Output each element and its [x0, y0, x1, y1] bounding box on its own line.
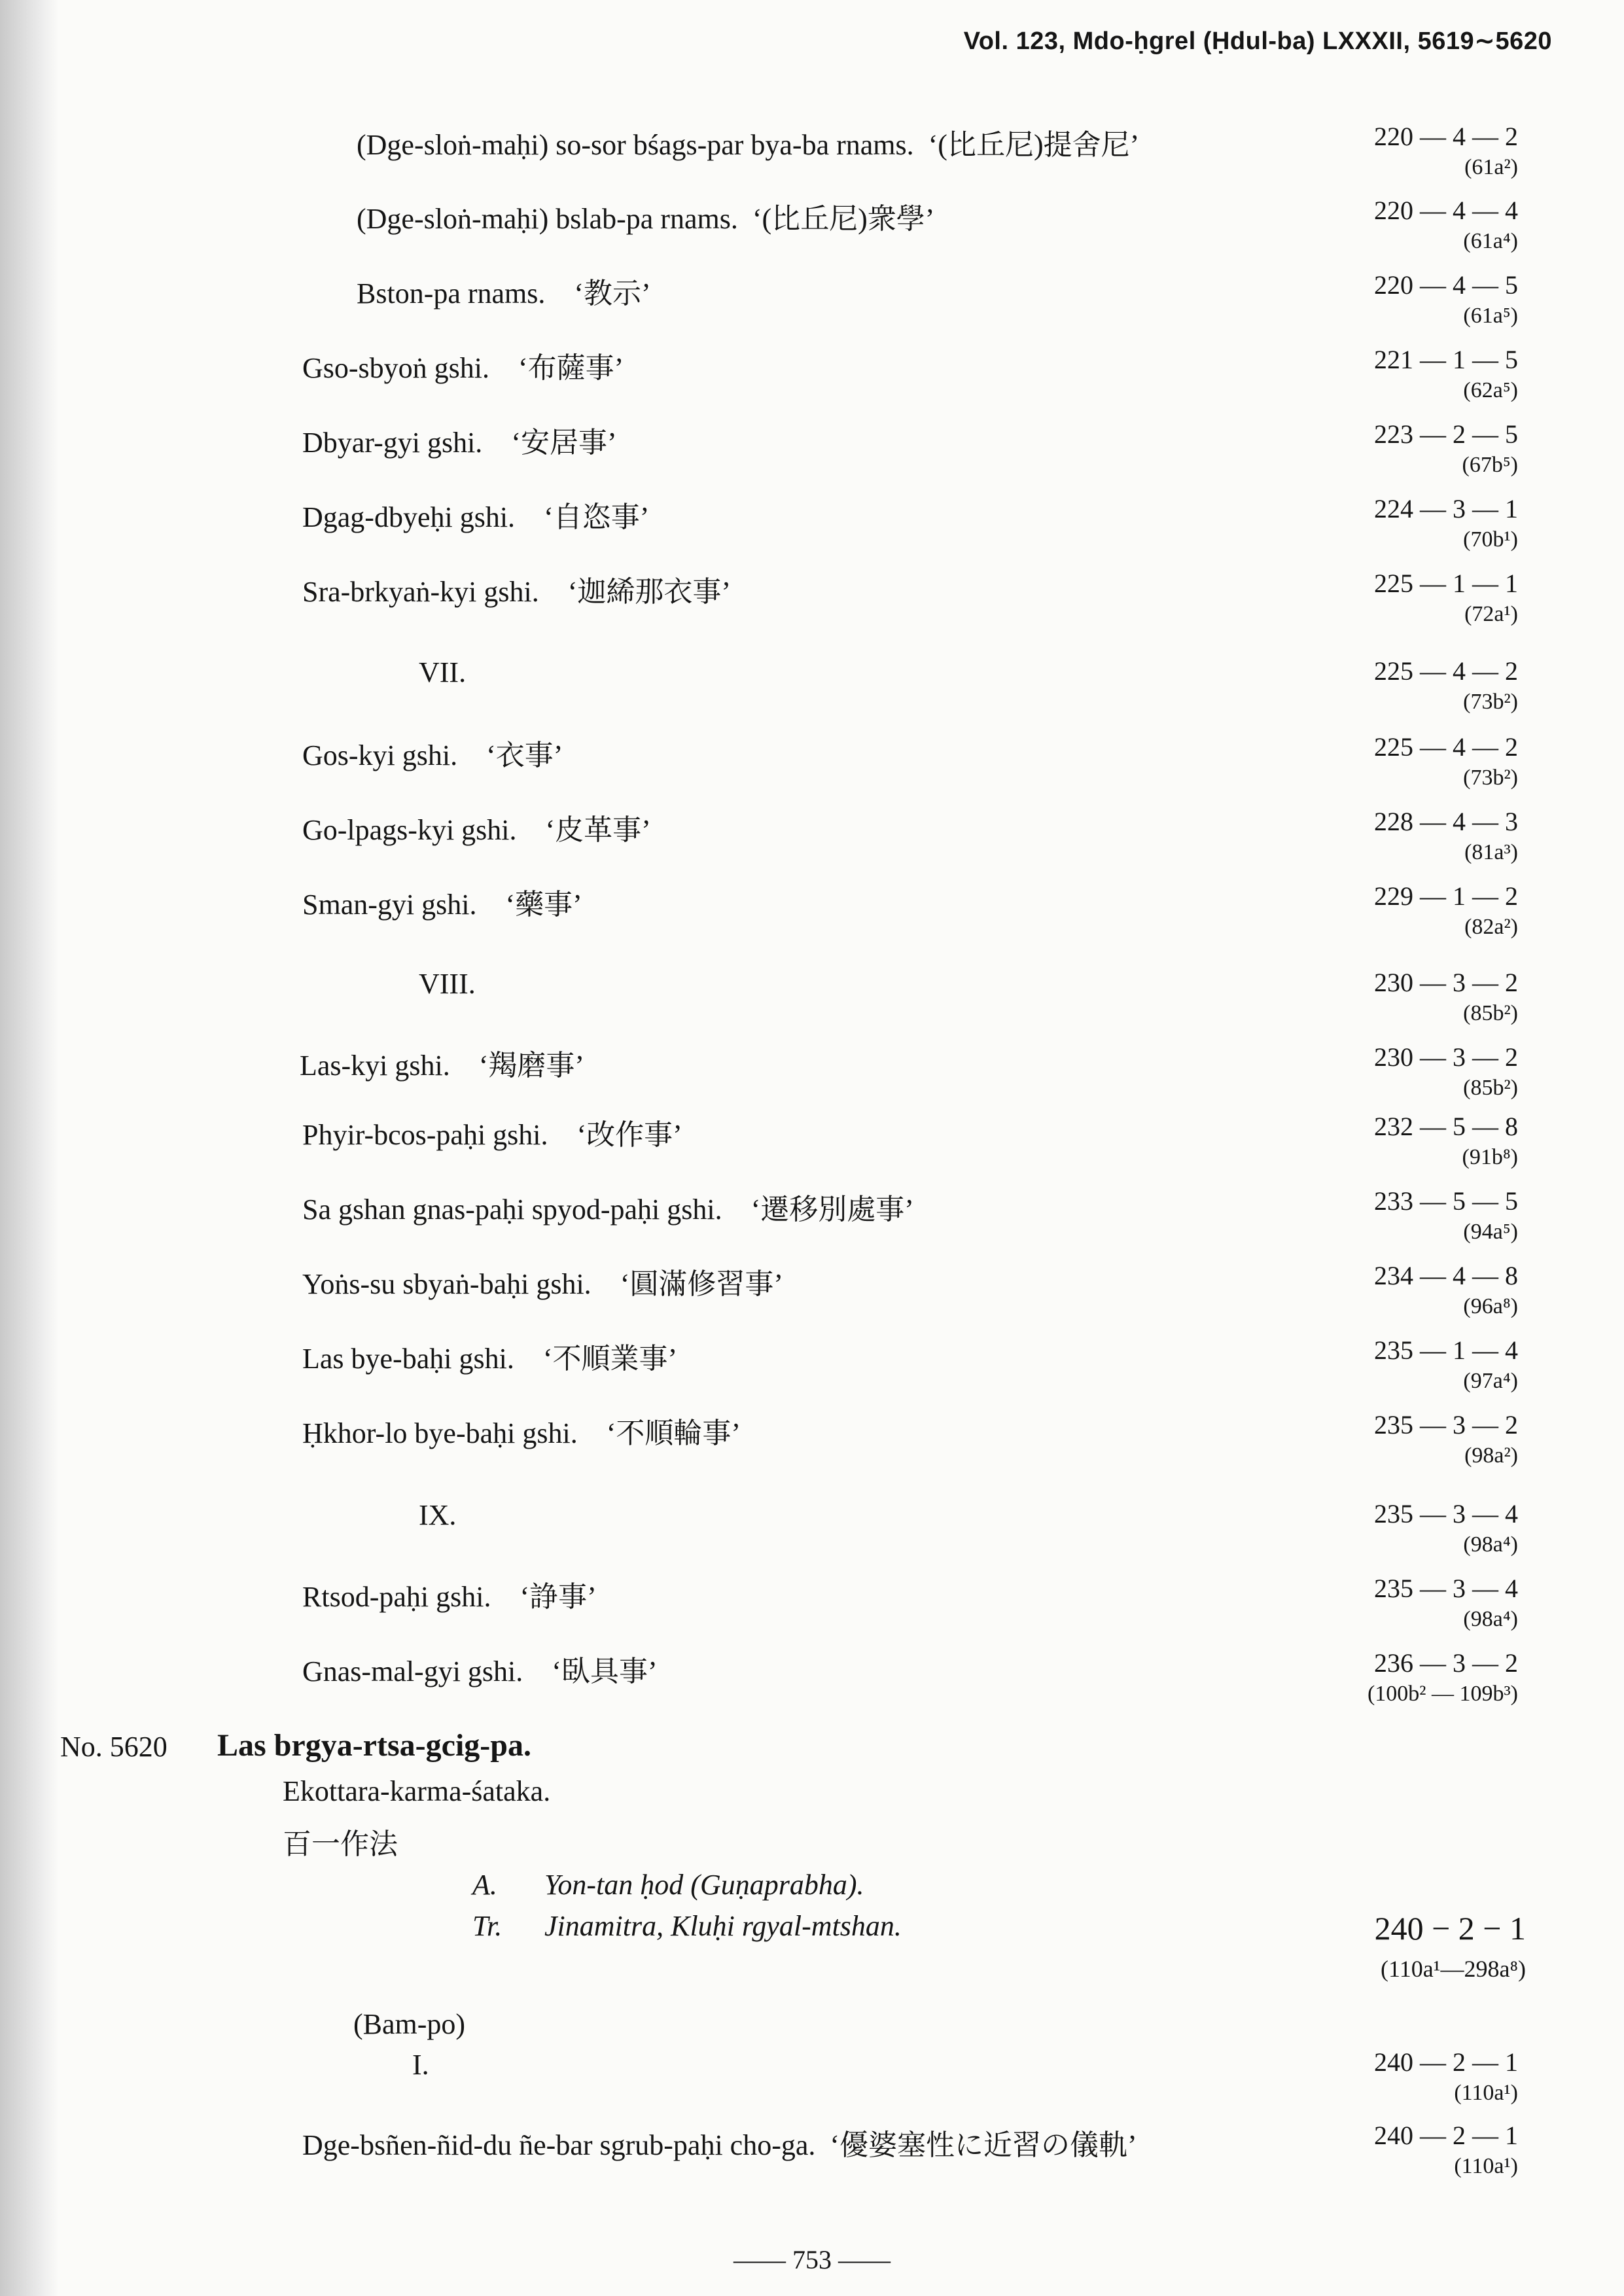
author-name: Yon-tan ḥod (Guṇaprabha). — [544, 1869, 864, 1901]
entry-ref: 220 — 4 — 2 — [1374, 122, 1518, 151]
entry-ref: 220 — 4 — 4 — [1374, 196, 1518, 225]
entry-ref: 234 — 4 — 8 — [1374, 1261, 1518, 1290]
entry-folio: (98a²) — [1464, 1443, 1518, 1468]
entry-ref: 235 — 3 — 4 — [1374, 1574, 1518, 1603]
entry-title: Gos-kyi gshi. ‘衣事’ — [302, 739, 563, 771]
entry-ref: 221 — 1 — 5 — [1374, 345, 1518, 374]
entry-folio: (98a⁴) — [1463, 1532, 1518, 1557]
entry-title: Gso-sbyoṅ gshi. ‘布薩事’ — [302, 352, 624, 384]
entry-title: (Dge-sloṅ-maḥi) bslab-pa rnams. ‘(比丘尼)衆學’ — [357, 203, 935, 235]
entry-title: Rtsod-paḥi gshi. ‘諍事’ — [302, 1581, 597, 1613]
entry-folio: (67b⁵) — [1462, 453, 1518, 477]
section-heading: IX. — [419, 1499, 457, 1531]
entry-ref: 230 — 3 — 2 — [1374, 968, 1518, 997]
entry-folio: (98a⁴) — [1463, 1607, 1518, 1631]
work-folio: (110a¹—298a⁸) — [1381, 1956, 1526, 1982]
entry-title: Sman-gyi gshi. ‘藥事’ — [302, 889, 582, 921]
entry-folio: (85b²) — [1463, 1076, 1518, 1100]
entry-ref: 240 — 2 — 1 — [1374, 2121, 1518, 2150]
entry-folio: (61a⁴) — [1463, 229, 1518, 253]
section-heading: I. — [412, 2049, 429, 2081]
entry-folio: (96a⁸) — [1463, 1294, 1518, 1318]
entry-ref: 230 — 3 — 2 — [1374, 1042, 1518, 1072]
scan-edge-shadow — [0, 0, 59, 2296]
entry-title: Gnas-mal-gyi gshi. ‘臥具事’ — [302, 1655, 658, 1687]
entry-folio: (85b²) — [1463, 1001, 1518, 1025]
entry-title: Yoṅs-su sbyaṅ-baḥi gshi. ‘圓滿修習事’ — [302, 1268, 783, 1300]
entry-ref: 233 — 5 — 5 — [1374, 1186, 1518, 1216]
entry-ref: 232 — 5 — 8 — [1374, 1112, 1518, 1141]
work-ref: 240 − 2 − 1 — [1374, 1910, 1526, 1947]
work-title: Las brgya-rtsa-gcig-pa. — [217, 1728, 531, 1763]
page-number: —— 753 —— — [733, 2245, 891, 2274]
entry-folio: (70b¹) — [1463, 527, 1518, 552]
entry-ref: 225 — 4 — 2 — [1374, 732, 1518, 762]
entry-title: Dbyar-gyi gshi. ‘安居事’ — [302, 427, 617, 459]
chinese-title: 百一作法 — [283, 1828, 398, 1860]
entry-title: (Dge-sloṅ-maḥi) so-sor bśags-par bya-ba rnams. ‘(比丘尼)提舍尼’ — [357, 129, 1140, 161]
entry-folio: (72a¹) — [1464, 602, 1518, 626]
entry-title: Las-kyi gshi. ‘羯磨事’ — [300, 1050, 585, 1082]
translator-label: Tr. — [472, 1910, 503, 1942]
bampo-label: (Bam-po) — [353, 2008, 466, 2040]
entry-folio: (82a²) — [1464, 915, 1518, 939]
entry-folio: (100b² — 109b³) — [1367, 1682, 1518, 1706]
entry-folio: (91b⁸) — [1462, 1145, 1518, 1169]
entry-ref: 220 — 4 — 5 — [1374, 270, 1518, 300]
entry-title: Dgag-dbyeḥi gshi. ‘自恣事’ — [302, 501, 650, 533]
entry-ref: 224 — 3 — 1 — [1374, 494, 1518, 523]
section-ref: 240 — 2 — 1 — [1374, 2047, 1518, 2077]
entry-ref: 228 — 4 — 3 — [1374, 807, 1518, 836]
entry-title: Phyir-bcos-paḥi gshi. ‘改作事’ — [302, 1119, 682, 1151]
entry-folio: (81a³) — [1464, 840, 1518, 864]
entry-ref: 235 — 3 — 2 — [1374, 1410, 1518, 1439]
entry-ref: 225 — 1 — 1 — [1374, 569, 1518, 598]
entry-folio: (110a¹) — [1454, 2154, 1518, 2178]
entry-ref: 235 — 1 — 4 — [1374, 1335, 1518, 1365]
running-header: Vol. 123, Mdo-ḥgrel (Ḥdul-ba) LXXXII, 5619∼5620 — [963, 27, 1552, 55]
translator-names: Jinamitra, Kluḥi rgyal-mtshan. — [544, 1910, 902, 1942]
entry-ref: 225 — 4 — 2 — [1374, 656, 1518, 686]
entry-folio: (73b²) — [1463, 690, 1518, 714]
section-heading: VII. — [419, 656, 467, 688]
entry-title: Sra-brkyaṅ-kyi gshi. ‘迦絺那衣事’ — [302, 576, 732, 608]
entry-title: Sa gshan gnas-paḥi spyod-paḥi gshi. ‘遷移別處事’ — [302, 1193, 914, 1226]
entry-folio: (94a⁵) — [1463, 1220, 1518, 1244]
entry-folio: (61a²) — [1464, 155, 1518, 179]
entry-folio: (61a⁵) — [1463, 304, 1518, 328]
sanskrit-title: Ekottara-karma-śataka. — [283, 1775, 551, 1807]
entry-folio: (97a⁴) — [1463, 1369, 1518, 1393]
section-folio: (110a¹) — [1454, 2081, 1518, 2105]
entry-folio: (73b²) — [1463, 766, 1518, 790]
entry-title: Ḥkhor-lo bye-baḥi gshi. ‘不順輪事’ — [302, 1417, 741, 1449]
entry-ref: 235 — 3 — 4 — [1374, 1499, 1518, 1528]
author-label: A. — [472, 1869, 497, 1901]
entry-ref: 236 — 3 — 2 — [1374, 1648, 1518, 1678]
entry-title: Dge-bsñen-ñid-du ñe-bar sgrub-paḥi cho-ga. ‘優婆塞性に近習の儀軌’ — [302, 2129, 1137, 2161]
entry-title: Go-lpags-kyi gshi. ‘皮革事’ — [302, 814, 651, 846]
entry-title: Las bye-baḥi gshi. ‘不順業事’ — [302, 1343, 678, 1375]
entry-ref: 223 — 2 — 5 — [1374, 419, 1518, 449]
entry-title: Bston-pa rnams. ‘教示’ — [357, 277, 651, 309]
entry-folio: (62a⁵) — [1463, 378, 1518, 402]
entry-ref: 229 — 1 — 2 — [1374, 881, 1518, 911]
section-heading: VIII. — [419, 968, 476, 1000]
entry-number: No. 5620 — [60, 1731, 168, 1763]
